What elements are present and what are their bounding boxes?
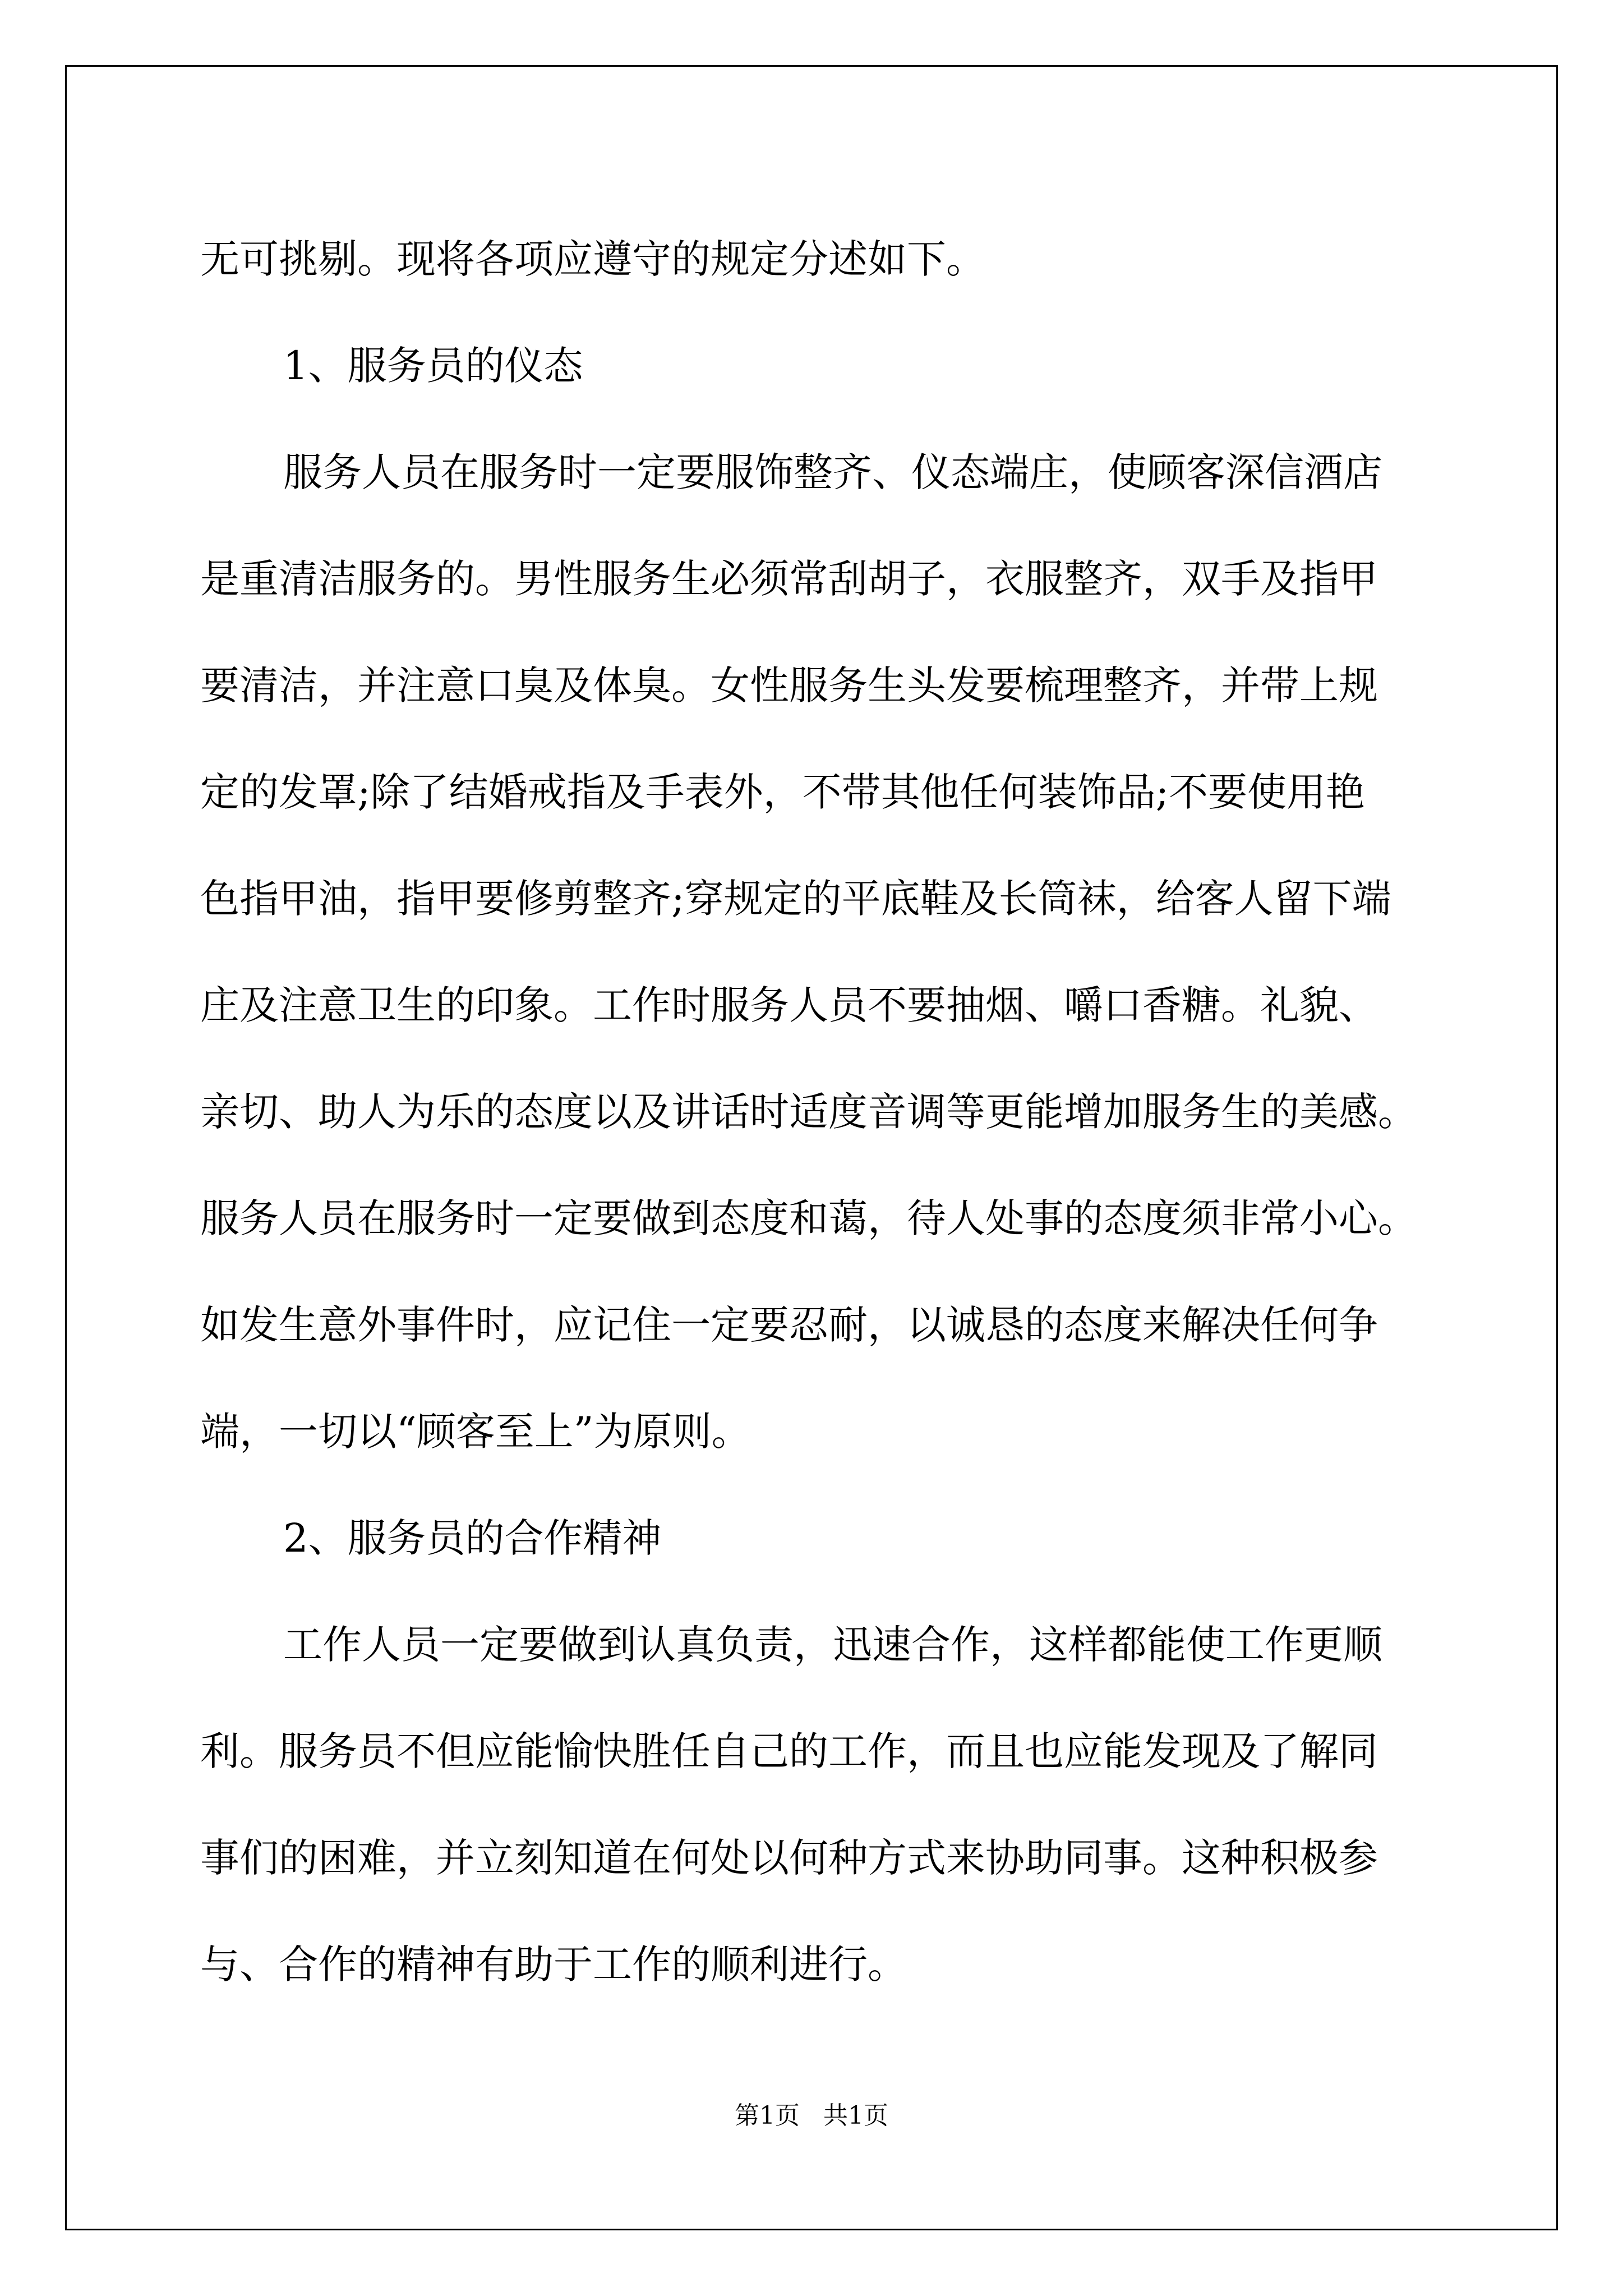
section-heading: 1、服务员的仪态 bbox=[283, 343, 583, 389]
text-line: 与、合作的精神有助于工作的顺利进行。 bbox=[200, 1941, 907, 1987]
text-line: 利。服务员不但应能愉快胜任自己的工作，而且也应能发现及了解同 bbox=[200, 1728, 1378, 1774]
text-line: 如发生意外事件时，应记住一定要忍耐，以诚恳的态度来解决任何争 bbox=[200, 1302, 1378, 1348]
text-line: 色指甲油，指甲要修剪整齐;穿规定的平底鞋及长筒袜，给客人留下端 bbox=[200, 876, 1391, 922]
text-line: 事们的困难，并立刻知道在何处以何种方式来协助同事。这种积极参 bbox=[200, 1835, 1378, 1881]
text-line: 无可挑剔。现将各项应遵守的规定分述如下。 bbox=[200, 236, 985, 282]
text-line: 是重清洁服务的。男性服务生必须常刮胡子，衣服整齐，双手及指甲 bbox=[200, 556, 1378, 602]
page-number-footer: 第1页 共1页 bbox=[735, 2101, 888, 2130]
text-line: 服务人员在服务时一定要做到态度和蔼，待人处事的态度须非常小心。 bbox=[200, 1195, 1417, 1241]
text-line: 要清洁，并注意口臭及体臭。女性服务生头发要梳理整齐，并带上规 bbox=[200, 662, 1378, 708]
text-line: 定的发罩;除了结婚戒指及手表外，不带其他任何装饰品;不要使用艳 bbox=[200, 769, 1366, 815]
document-body bbox=[200, 206, 1440, 2018]
section-heading: 2、服务员的合作精神 bbox=[283, 1515, 662, 1561]
text-line: 端，一切以“顾客至上”为原则。 bbox=[200, 1409, 751, 1455]
paragraph-start: 工作人员一定要做到认真负责，迅速合作，这样都能使工作更顺 bbox=[283, 1622, 1382, 1668]
paragraph-start: 服务人员在服务时一定要服饰整齐、仪态端庄，使顾客深信酒店 bbox=[283, 449, 1382, 495]
text-line: 亲切、助人为乐的态度以及讲话时适度音调等更能增加服务生的美感。 bbox=[200, 1089, 1417, 1135]
text-line: 庄及注意卫生的印象。工作时服务人员不要抽烟、嚼口香糖。礼貌、 bbox=[200, 982, 1378, 1028]
